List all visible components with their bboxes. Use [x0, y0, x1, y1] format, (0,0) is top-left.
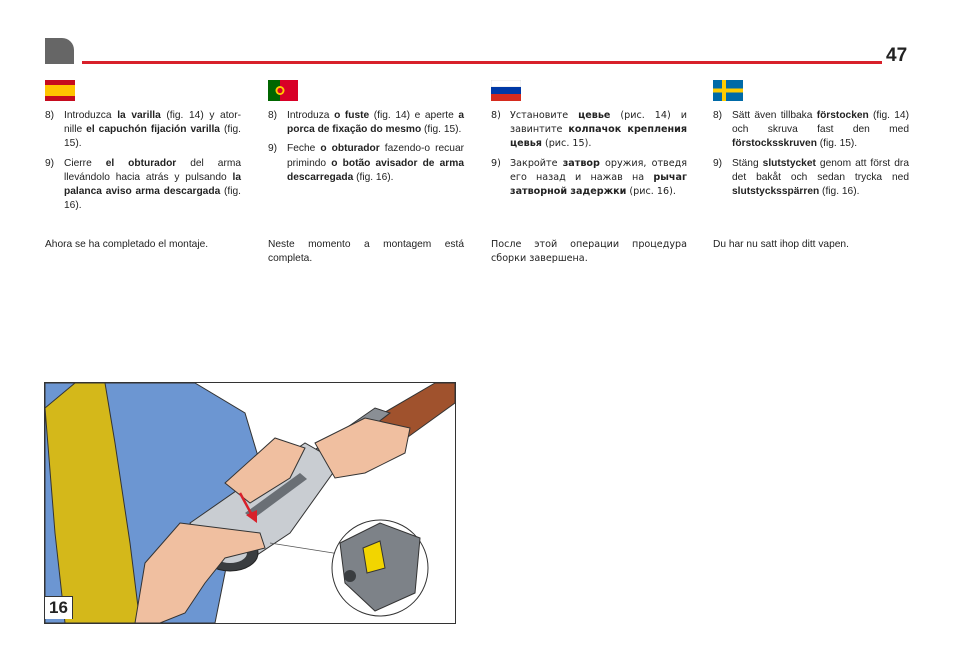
instruction-item: 9) Feche o obturador fazendo-o recuar primindo o botão avisador de arma descarregada (fig. 16). — [268, 143, 464, 183]
portuguese-column — [268, 109, 464, 190]
instruction-item: 8) Introduzca la varilla (fig. 14) y ator-nille el capuchón fijación varilla (fig. 15). — [45, 110, 242, 150]
spanish-final-note: Ahora se ha completado el montaje. — [45, 239, 209, 250]
spain-flag-icon — [45, 80, 75, 101]
instruction-item: 8) Introduza o fuste (fig. 14) e aperte a porca de fixação do mesmo (fig. 15). — [268, 110, 464, 136]
sweden-flag-icon — [713, 80, 743, 101]
russian-column — [491, 109, 687, 204]
instruction-item: 8) Установите цевье (рис. 14) и завинтите колпачок крепления цевья (рис. 15). — [491, 110, 687, 150]
russian-final-note: После этой операции процедура сборки завершена. — [491, 239, 687, 265]
instruction-item: 9) Stäng slutstycket genom att först dra det bakåt och sedan trycka ned slutstycksspärren (fig. 16). — [713, 157, 909, 198]
page-number: 47 — [886, 45, 908, 66]
spanish-column — [45, 109, 241, 218]
swedish-column — [713, 109, 909, 204]
portugal-flag-icon — [268, 80, 298, 101]
instruction-item: 8) Sätt även tillbaka förstocken (fig. 14) och skruva fast den med förstocksskruven (fig. 15). — [713, 110, 909, 150]
section-tab — [45, 38, 74, 64]
figure-16-illustration — [44, 382, 456, 624]
swedish-final-note: Du har nu satt ihop ditt vapen. — [713, 239, 849, 250]
header-rule — [82, 61, 882, 64]
figure-label: 16 — [45, 596, 73, 619]
portuguese-final-note: Neste momento a montagem está completa. — [268, 239, 464, 265]
instruction-item: 9) Cierre el obturador del arma llevándolo hacia atrás y pulsando la palanca aviso arma descargada (fig. 16). — [45, 157, 241, 212]
instruction-item: 9) Закройте затвор оружия, отведя его назад и нажав на рычаг затворной задержки (рис. 16). — [491, 157, 688, 198]
shotgun-assembly-illustration — [45, 383, 455, 623]
russia-flag-icon — [491, 80, 521, 101]
